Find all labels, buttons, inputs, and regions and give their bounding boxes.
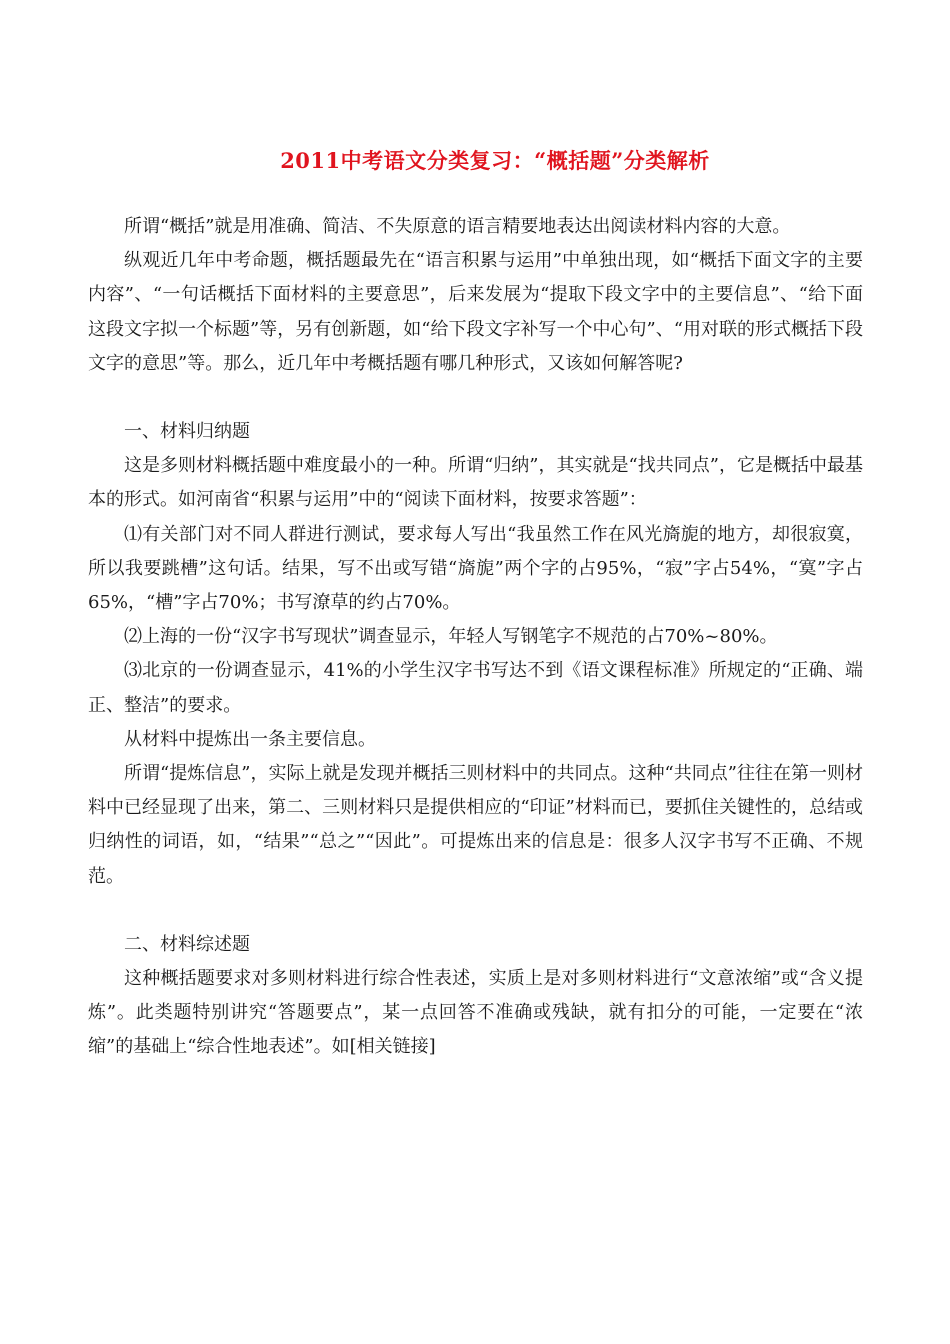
paragraph-definition: 所谓“概括”就是用准确、简洁、不失原意的语言精要地表达出阅读材料内容的大意。 (124, 216, 791, 237)
document-title: 2011中考语文分类复习：“概括题”分类解析 (280, 148, 710, 173)
question-text: 从材料中提炼出一条主要信息。 (124, 728, 376, 750)
section1-explanation: 所谓“提炼信息”，实际上就是发现并概括三则材料中的共同点。这种“共同点”往往在第一则材料中已经显现了出来，第二、三则材料只是提供相应的“印证”材料而已，要抓住关键性的，总结或归纳性的词语，如，“结果”“总之”“因此”。可提炼出来的信息是：很多人汉字书写不正确、不规范。 (88, 763, 863, 887)
material-item-1: ⑴有关部门对不同人群进行测试，要求每人写出“我虽然工作在风光旖旎的地方，却很寂寞，所以我要跳槽”这句话。结果，写不出或写错“旖旎”两个字的占95%，“寂”字占54%，“寞”字占65%，“槽”字占70%；书写潦草的约占70%。 (88, 523, 863, 614)
section-heading-2: 二、材料综述题 (124, 933, 250, 955)
section-heading-1: 一、材料归纳题 (124, 421, 250, 443)
section2-intro: 这种概括题要求对多则材料进行综合性表述，实质上是对多则材料进行“文意浓缩”或“含义提炼”。此类题特别讲究“答题要点”，某一点回答不准确或残缺，就有扣分的可能，一定要在“浓缩”的基础上“综合性地表述”。如[相关链接] (88, 968, 863, 1058)
material-item-2: ⑵上海的一份“汉字书写现状”调查显示，年轻人写钢笔字不规范的占70%~80%。 (124, 626, 778, 648)
paragraph-overview: 纵观近几年中考命题，概括题最先在“语言积累与运用”中单独出现，如“概括下面文字的主要内容”、“一句话概括下面材料的主要意思”，后来发展为“提取下段文字中的主要信息”、“给下面这段文字拟一个标题”等，另有创新题，如“给下段文字补写一个中心句”、“用对联的形式概括下段文字的意思”等。那么，近几年中考概括题有哪几种形式，又该如何解答呢? (88, 250, 863, 374)
section1-intro: 这是多则材料概括题中难度最小的一种。所谓“归纳”，其实就是“找共同点”，它是概括中最基本的形式。如河南省“积累与运用”中的“阅读下面材料，按要求答题”： (88, 455, 863, 511)
material-item-3: ⑶北京的一份调查显示，41%的小学生汉字书写达不到《语文课程标准》所规定的“正确、端正、整洁”的要求。 (88, 660, 863, 716)
document-body (88, 210, 863, 1065)
